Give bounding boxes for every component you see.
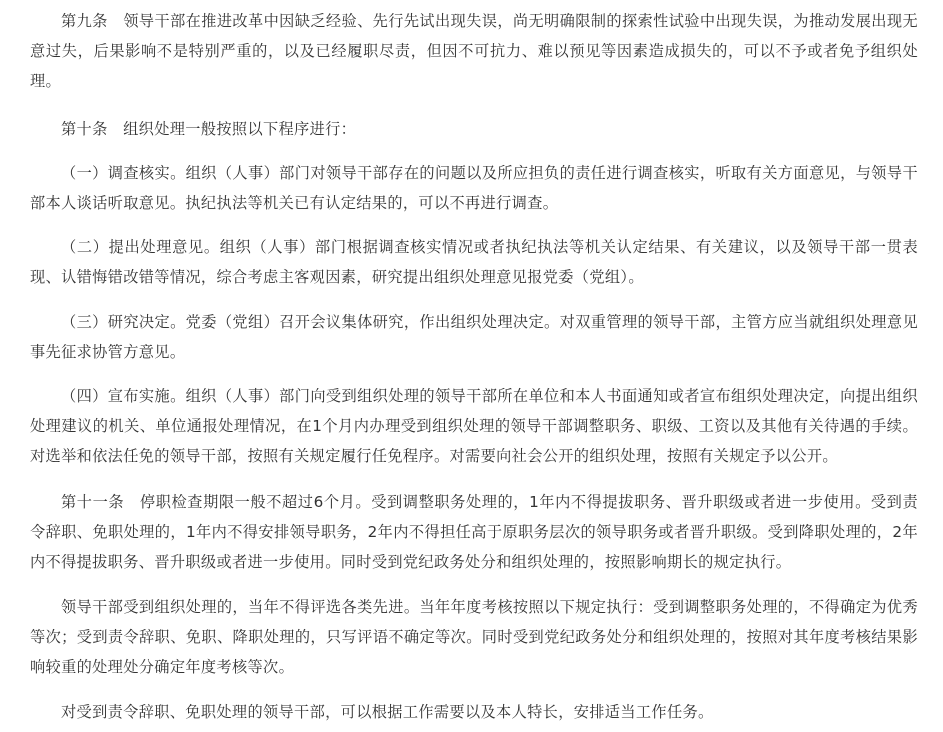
paragraph-article-9: 第九条 领导干部在推进改革中因缺乏经验、先行先试出现失误，尚无明确限制的探索性试验中出现失误，为推动发展出现无意过失，后果影响不是特别严重的，以及已经履职尽责，但因不可抗力、难以预见等因素造成损失的，可以不予或者免予组织处理。 — [30, 12, 918, 90]
paragraph-procedure-2: （二）提出处理意见。组织（人事）部门根据调查核实情况或者执纪执法等机关认定结果、有关建议，以及领导干部一贯表现、认错悔错改错等情况，综合考虑主客观因素，研究提出组织处理意见报党委（党组）。 — [30, 238, 918, 286]
paragraph-procedure-1: （一）调查核实。组织（人事）部门对领导干部存在的问题以及所应担负的责任进行调查核实，听取有关方面意见，与领导干部本人谈话听取意见。执纪执法等机关已有认定结果的，可以不再进行调查。 — [30, 164, 918, 212]
paragraph-procedure-4: （四）宣布实施。组织（人事）部门向受到组织处理的领导干部所在单位和本人书面通知或者宣布组织处理决定，向提出组织处理建议的机关、单位通报处理情况，在1个月内办理受到组织处理的领导干部调整职务、职级、工资以及其他有关待遇的手续。对选举和依法任免的领导干部，按照有关规定履行任免程序。对需要向社会公开的组织处理，按照有关规定予以公开。 — [30, 387, 918, 465]
paragraph-procedure-3: （三）研究决定。党委（党组）召开会议集体研究，作出组织处理决定。对双重管理的领导干部，主管方应当就组织处理意见事先征求协管方意见。 — [30, 313, 918, 361]
paragraph-article-11: 第十一条 停职检查期限一般不超过6个月。受到调整职务处理的，1年内不得提拔职务、晋升职级或者进一步使用。受到责令辞职、免职处理的，1年内不得安排领导职务，2年内不得担任高于原职务层次的领导职务或者晋升职级。受到降职处理的，2年内不得提拔职务、晋升职级或者进一步使用。同时受到党纪政务处分和组织处理的，按照影响期长的规定执行。 — [30, 493, 918, 571]
paragraph-annual-assessment: 领导干部受到组织处理的，当年不得评选各类先进。当年年度考核按照以下规定执行：受到调整职务处理的，不得确定为优秀等次；受到责令辞职、免职、降职处理的，只写评语不确定等次。同时受到党纪政务处分和组织处理的，按照对其年度考核结果影响较重的处理处分确定年度考核等次。 — [30, 598, 918, 676]
paragraph-work-arrangement: 对受到责令辞职、免职处理的领导干部，可以根据工作需要以及本人特长，安排适当工作任务。 — [61, 703, 714, 721]
paragraph-article-10: 第十条 组织处理一般按照以下程序进行： — [61, 120, 357, 138]
